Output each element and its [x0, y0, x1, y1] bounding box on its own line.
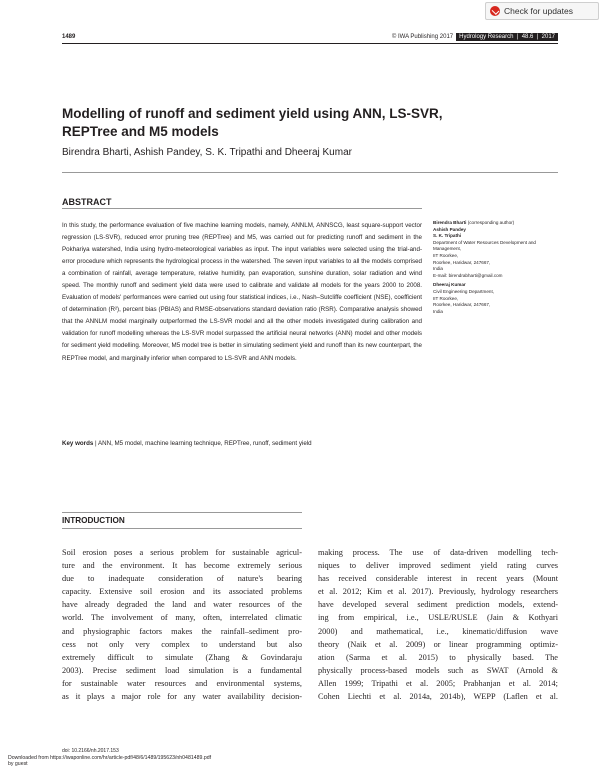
body-line: world. The involvement of many, often, interrelated climatic: [62, 613, 302, 623]
affiliation-line: Roorkee, Haridwar, 247667,: [433, 302, 491, 308]
affiliation-block: [433, 233, 573, 279]
running-header: [392, 33, 558, 41]
download-by: by guest: [8, 761, 28, 767]
body-line: have already degraded the land and water resources of the: [62, 600, 302, 610]
affiliation-line: Department of Water Resources Development and: [433, 239, 536, 245]
body-line: as it plays a major role for any water availability decision-: [62, 692, 302, 702]
body-line: et al. 2012; Kim et al. 2017). Previously, hydrology researchers: [318, 587, 558, 597]
authors: Birendra Bharti, Ashish Pandey, S. K. Tripathi and Dheeraj Kumar: [62, 147, 352, 158]
affiliation-line: IIT Roorkee,: [433, 252, 459, 258]
body-line: cess not only very complex to understand but also: [62, 639, 302, 649]
divider: [62, 172, 558, 173]
download-notice: [8, 755, 211, 767]
keywords-text: ANN, M5 model, machine learning technique, REPTree, runoff, sediment yield: [98, 440, 312, 447]
check-for-updates-button[interactable]: [485, 2, 599, 20]
download-url: Downloaded from https://iwaponline.com/hr/article-pdf/48/6/1489/195623/nh0481489.pdf: [8, 755, 212, 761]
body-line: Soil erosion poses a serious problem for sustainable agricul-: [62, 548, 302, 557]
abstract-text: In this study, the performance evaluation of five machine learning models, namely, ANNLM, ANNSCG, least square-support vector regression (LS-SVR), reduced error pruning tree (REPTree) and M5, was carried out for predicting runoff and sediment in the Pokhariya watershed, India using hydro-meteorological variables as input. The input variables were selected using the trial-and-error procedure which represents the hydrological process in the watershed. The seven input variables to all the models comprised a combination of rainfall, average temperature, relative humidity, pan evaporation, sunshine duration, solar radiation and wind speed. The monthly runoff and sediment yield data were used to calibrate and validate all models for the years 2000 to 2008. Evaluation of models' performances were carried out using four statistical indices, i.e., Nash–Sutcliffe coefficient (NSE), coefficient of determination (R²), percent bias (PBIAS) and RMSE-observations standard deviation ratio (RSR). Comparative analysis showed that the ANNLM model marginally outperformed the LS-SVR model and all the other models investigated during calibration and validation for runoff modelling whereas the LS-SVR model surpassed the artificial neural networks (ANN) model and other models for sediment yield modelling. Moreover, M5 model tree is better in simulating sediment yield and runoff than its new counterpart, the REPTree model, and marginally inferior when compared to LS-SVR and ANN models.: [62, 222, 422, 362]
body-line: extremely difficult to simulate (Zhang & Govindaraju: [62, 652, 302, 662]
affiliation-line: Civil Engineering Department,: [433, 288, 495, 294]
doi: doi: 10.2166/nh.2017.153: [62, 748, 119, 754]
body-line: 2000) and mathematical, i.e., kinematic/diffusion wave: [318, 626, 558, 636]
affiliation-author: Birendra Bharti (corresponding author): [433, 220, 515, 225]
affiliation-line: Management,: [433, 246, 462, 252]
check-for-updates-label: Check for updates: [504, 6, 573, 16]
intro-rule-bottom: [62, 528, 302, 529]
body-line: due to inadequate consideration of nature's bearing: [62, 574, 302, 584]
intro-rule-top: [62, 512, 302, 513]
intro-column-left: [62, 546, 302, 703]
article-title: Modelling of runoff and sediment yield using ANN, LS-SVR, REPTree and M5 models: [62, 106, 443, 139]
affiliation-line: IIT Roorkee,: [433, 295, 459, 301]
abstract-rule: [62, 208, 422, 209]
affiliation-line: E-mail: birendrabharti@gmail.com: [433, 272, 503, 278]
keywords-label: Key words: [62, 440, 94, 447]
body-line: ing from empirical, i.e., USLE/RUSLE (Jain & Kothyari: [318, 613, 558, 623]
body-line: capacity. Extensive soil erosion and its associated problems: [62, 587, 302, 597]
volume-issue: 48.6: [521, 34, 534, 40]
affiliation-block: [433, 282, 573, 315]
keywords: Key words | ANN, M5 model, machine learning technique, REPTree, runoff, sediment yield: [62, 440, 312, 447]
journal-name: Hydrology Research | 48.6 | 2017: [456, 33, 558, 41]
body-line: Cohen Liechti et al. 2014a, 2014b), WEPP (Laflen et al.: [318, 692, 558, 702]
affiliations: [433, 220, 573, 318]
publisher: © IWA Publishing 2017: [391, 34, 454, 40]
body-line: for sustainable water resources and environmental systems,: [62, 678, 302, 688]
affiliation-author: Dheeraj Kumar: [433, 282, 466, 288]
affiliation-line: Roorkee, Haridwar, 247667,: [433, 259, 491, 265]
body-line: 2003). Precise sediment load simulation is a fundamental: [62, 665, 302, 675]
affiliation-block: [433, 227, 573, 234]
body-line: ture and the environment. It has become extremely serious: [62, 561, 302, 571]
body-line: have developed several sediment prediction models, extend-: [318, 600, 558, 610]
body-line: Allen 1999; Tripathi et al. 2005; Prabhanjan et al. 2014;: [318, 678, 558, 688]
affiliation-author: Ashish Pandey: [433, 226, 466, 232]
body-line: niques to deliver improved sediment yield rating curves: [318, 561, 558, 571]
affiliation-block: [433, 220, 573, 227]
year: 2017: [541, 34, 555, 40]
intro-column-right: [318, 546, 558, 703]
header-rule: [62, 43, 558, 44]
page-number: 1489: [62, 34, 76, 40]
affiliation-line: India: [433, 266, 443, 272]
affiliation-author: S. K. Tripathi: [433, 233, 462, 239]
body-line: physically process-based models such as SWAT (Arnold &: [318, 665, 558, 675]
body-line: making process. The use of data-driven modelling tech-: [318, 548, 558, 557]
abstract-heading: ABSTRACT: [62, 197, 112, 207]
check-icon: [490, 6, 500, 16]
introduction-heading: INTRODUCTION: [62, 516, 125, 525]
affiliation-line: India: [433, 308, 443, 314]
body-line: theory (Naik et al. 2009) or linear programming optimiz-: [318, 639, 558, 649]
body-line: and physiographic factors makes the rainfall–sediment pro-: [62, 626, 302, 636]
body-line: has received considerable interest in recent years (Mount: [318, 574, 558, 584]
body-line: ation (Sarma et al. 2015) to physically based. The: [318, 652, 558, 662]
